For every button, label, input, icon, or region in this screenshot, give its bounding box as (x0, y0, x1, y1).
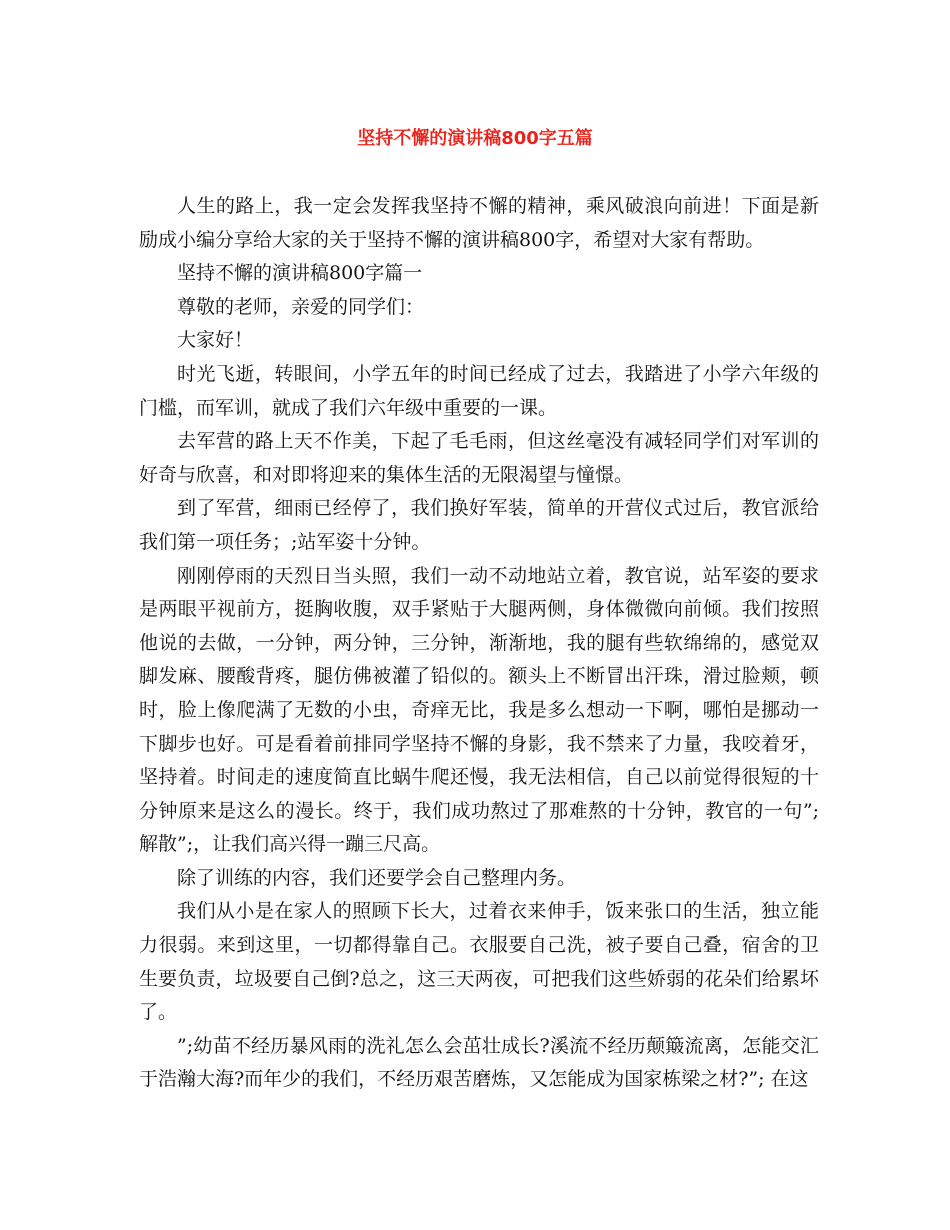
paragraph-greeting: 大家好！ (177, 329, 254, 352)
paragraph-section-heading: 坚持不懈的演讲稿800字篇一 (177, 262, 423, 285)
document-title: 坚持不懈的演讲稿800字五篇 (357, 128, 593, 149)
paragraph: 时光飞逝，转眼间，小学五年的时间已经成了过去，我踏进了小学六年级的门槛，而军训，就成了我们六年级中重要的一课。 (139, 362, 819, 419)
paragraph: 去军营的路上天不作美，下起了毛毛雨，但这丝毫没有减轻同学们对军训的好奇与欣喜，和对即将迎来的集体生活的无限渴望与憧憬。 (139, 430, 819, 486)
paragraph-salutation: 尊敬的老师，亲爱的同学们： (177, 295, 425, 318)
paragraph: 到了军营，细雨已经停了，我们换好军装，简单的开营仪式过后，教官派给我们第一项任务；;站军姿十分钟。 (139, 497, 819, 553)
paragraph: ”;幼苗不经历暴风雨的洗礼怎么会茁壮成长?溪流不经历颠簸流离，怎能交汇于浩瀚大海?而年少的我们，不经历艰苦磨炼，又怎能成为国家栋梁之材?”; 在这 (139, 1034, 819, 1091)
paragraph: 除了训练的内容，我们还要学会自己整理内务。 (177, 866, 577, 889)
document-body (139, 190, 819, 1097)
paragraph: 刚刚停雨的天烈日当头照，我们一动不动地站立着，教官说，站军姿的要求是两眼平视前方，挺胸收腹，双手紧贴于大腿两侧，身体微微向前倾。我们按照他说的去做，一分钟，两分钟，三分钟，渐渐地，我的腿有些软绵绵的，感觉双脚发麻、腰酸背疼，腿仿佛被灌了铅似的。额头上不断冒出汗珠，滑过脸颊，顿时，脸上像爬满了无数的小虫，奇痒无比，我是多么想动一下啊，哪怕是挪动一下脚步也好。可是看着前排同学坚持不懈的身影，我不禁来了力量，我咬着牙，坚持着。时间走的速度简直比蜗牛爬还慢，我无法相信，自己以前觉得很短的十分钟原来是这么的漫长。终于，我们成功熬过了那难熬的十分钟，教官的一句”;解散”;，让我们高兴得一蹦三尺高。 (139, 564, 819, 856)
paragraph: 我们从小是在家人的照顾下长大，过着衣来伸手，饭来张口的生活，独立能力很弱。来到这里，一切都得靠自己。衣服要自己洗，被子要自己叠，宿舍的卫生要负责，垃圾要自己倒?总之，这三天两夜，可把我们这些娇弱的花朵们给累坏了。 (139, 900, 819, 1024)
paragraph-intro: 人生的路上，我一定会发挥我坚持不懈的精神，乘风破浪向前进！下面是新励成小编分享给大家的关于坚持不懈的演讲稿800字，希望对大家有帮助。 (139, 195, 819, 251)
